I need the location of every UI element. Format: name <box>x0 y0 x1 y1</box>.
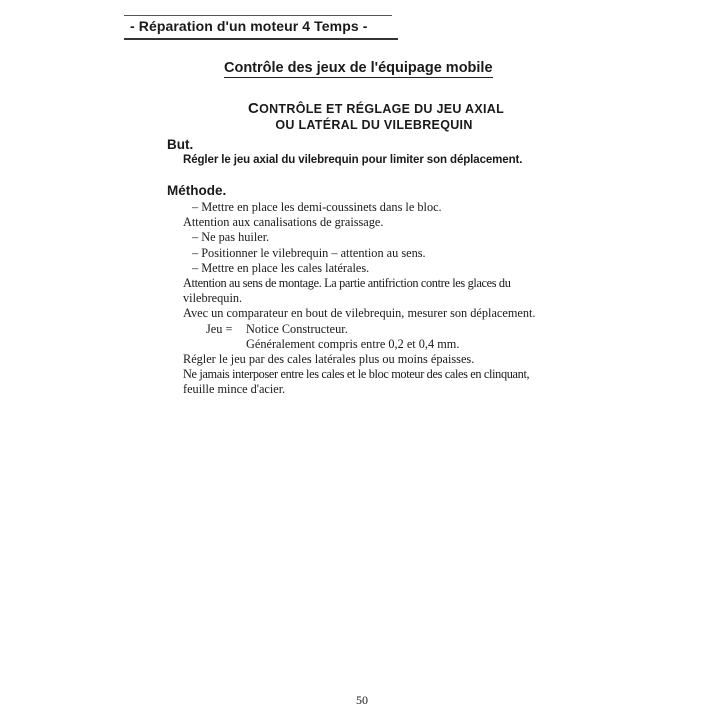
subtitle-line-1-text: ONTRÔLE ET RÉGLAGE DU JEU AXIAL <box>259 102 505 116</box>
methode-line: – Mettre en place les demi-coussinets dans le bloc. <box>192 200 442 214</box>
jeu-value: Notice Constructeur. <box>246 321 348 336</box>
header-rule-bottom <box>124 38 398 40</box>
subtitle-initial: C <box>247 100 260 117</box>
methode-line: Attention au sens de montage. La partie antifriction contre les glaces du <box>183 275 511 290</box>
jeu-detail: Généralement compris entre 0,2 et 0,4 mm. <box>246 336 460 351</box>
page-number: 50 <box>356 693 368 707</box>
subtitle-line-2: OU LATÉRAL DU VILEBREQUIN <box>275 118 473 132</box>
methode-closing-line: Régler le jeu par des cales latérales plus ou moins épaisses. <box>183 351 475 366</box>
methode-closing-line: feuille mince d'acier. <box>183 382 286 397</box>
jeu-row <box>183 322 553 337</box>
methode-body <box>183 200 553 397</box>
but-text: Régler le jeu axial du vilebrequin pour limiter son déplacement. <box>183 154 523 166</box>
methode-line: – Ne pas huiler. <box>192 230 270 245</box>
methode-line: Attention aux canalisations de graissage. <box>183 215 384 230</box>
methode-line: vilebrequin. <box>183 291 243 306</box>
methode-closing-line: Ne jamais interposer entre les cales et le bloc moteur des cales en clinquant, <box>183 367 530 382</box>
section-title: Contrôle des jeux de l'équipage mobile <box>224 60 493 76</box>
methode-line: – Mettre en place les cales latérales. <box>192 260 370 275</box>
jeu-label: Jeu = <box>206 321 233 336</box>
running-header-title: - Réparation d'un moteur 4 Temps - <box>130 18 368 34</box>
header-rule-top <box>124 15 392 16</box>
methode-line: Avec un comparateur en bout de vilebrequin, mesurer son déplacement. <box>183 306 536 321</box>
methode-line: – Positionner le vilebrequin – attention au sens. <box>192 245 426 260</box>
methode-heading: Méthode. <box>167 183 227 198</box>
subtitle-line-1 <box>14 100 724 117</box>
but-heading: But. <box>167 137 194 152</box>
